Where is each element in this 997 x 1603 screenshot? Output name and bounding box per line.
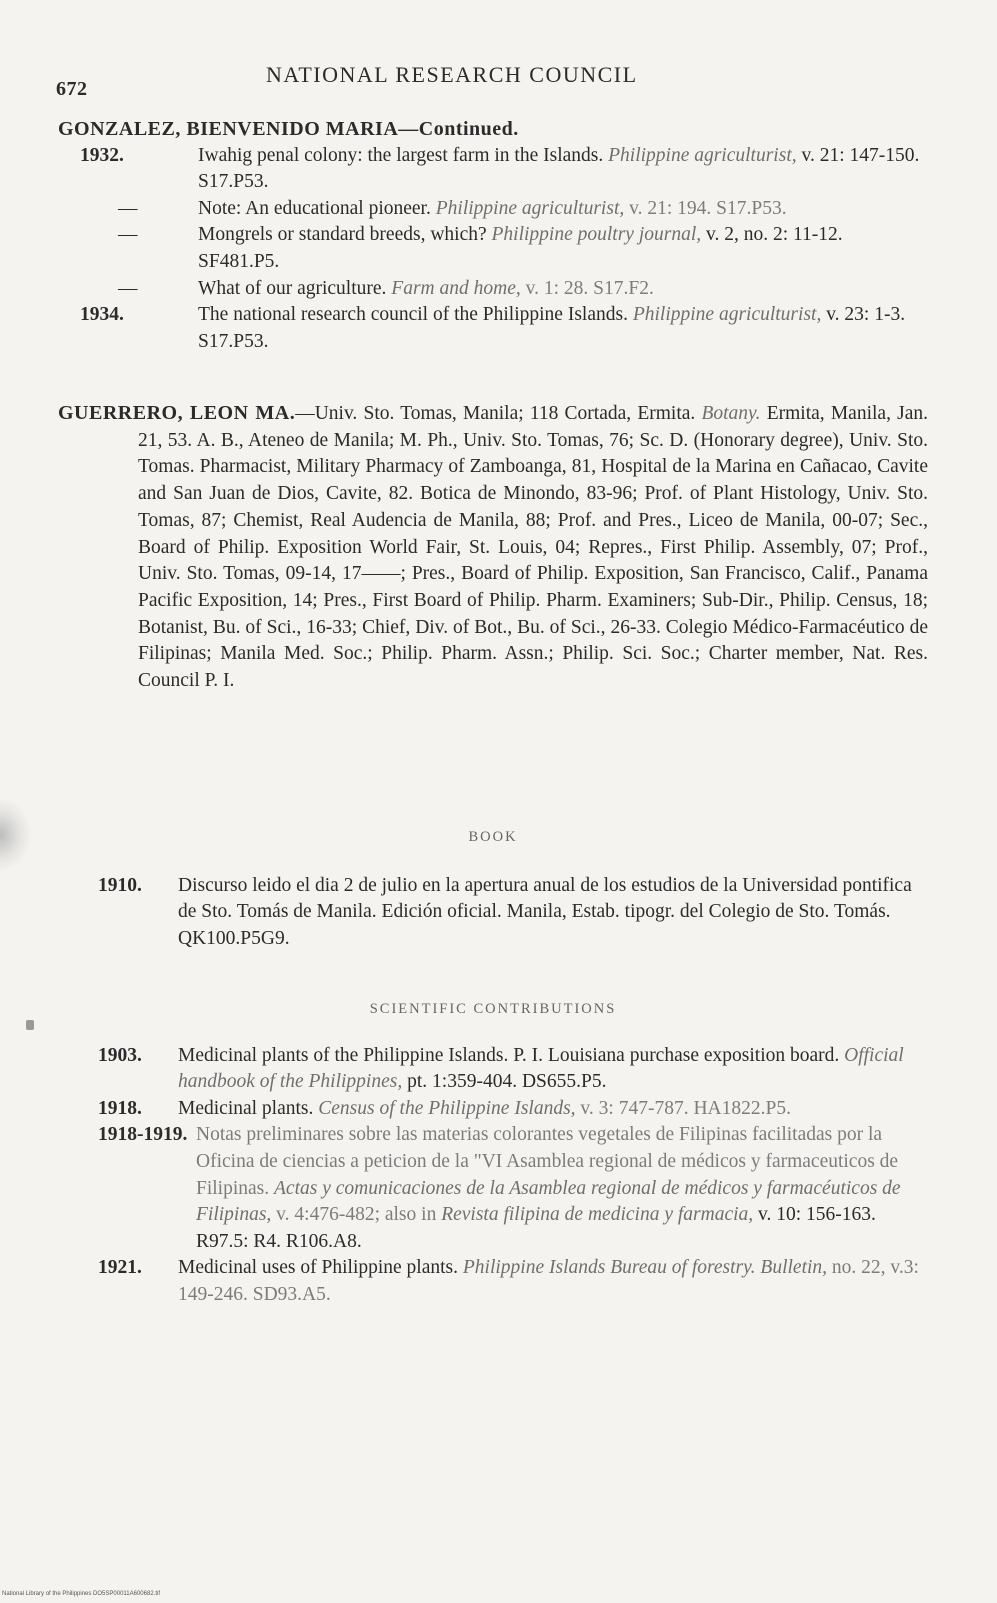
running-head: NATIONAL RESEARCH COUNCIL: [266, 62, 638, 87]
gonzalez-entry-5: 1934. The national research council of the Philippine Islands. Philippine agriculturist, v. 23: 1-3. S17.P53.: [80, 304, 906, 352]
gonzalez-entry-4: —What of our agriculture. Farm and home, v. 1: 28. S17.F2.: [80, 276, 928, 303]
book-entry-1: 1910. Discurso leido el dia 2 de julio en la apertura anual de los estudios de la Universidad pontifica de Sto. Tomás de Manila. Edición oficial. Manila, Estab. tipogr. del Colegio de Sto. Tomás. QK100.P5G9.: [98, 874, 912, 949]
scan-smudge: [0, 800, 30, 870]
contributions-section: [58, 996, 928, 1309]
contributions-heading: SCIENTIFIC CONTRIBUTIONS: [369, 1001, 617, 1017]
contribution-entry-1: 1903. Medicinal plants of the Philippine Islands. P. I. Louisiana purchase exposition board. Official handbook of the Philippines, pt. 1:359-404. DS655.P5.: [98, 1044, 904, 1093]
guerrero-name: GUERRERO, LEON MA.: [58, 402, 296, 424]
guerrero-block: [58, 400, 928, 695]
page-header: [56, 62, 936, 102]
gonzalez-heading: GONZALEZ, BIENVENIDO MARIA—Continued.: [58, 118, 519, 140]
gonzalez-entry-3: —Mongrels or standard breeds, which? Philippine poultry journal, v. 2, no. 2: 11-12. SF481.P5.: [80, 222, 928, 275]
contribution-entry-3: 1918-1919. Notas preliminares sobre las materias colorantes vegetales de Filipinas facilitadas por la Oficina de ciencias a peticion de la "VI Asamblea regional de médicos y farmaceuticos de Filipinas. Actas y comunicaciones de la Asamblea regional de médicos y farmacéuticos de Filipinas, v. 4:476-482; also in Revista filipina de medicina y farmacia, v. 10: 156-163. R97.5: R4. R106.A8.: [98, 1124, 901, 1252]
book-heading: BOOK: [468, 829, 518, 845]
scan-mark: [26, 1020, 34, 1030]
gonzalez-entry-1: 1932. Iwahig penal colony: the largest farm in the Islands. Philippine agriculturist, v. 21: 147-150. S17.P53.: [80, 144, 920, 193]
guerrero-bio: GUERRERO, LEON MA.—Univ. Sto. Tomas, Manila; 118 Cortada, Ermita. Botany. Ermita, Manila, Jan. 21, 53. A. B., Ateneo de Manila; M. Ph., Univ. Sto. Tomas, 76; Sc. D. (Honorary degree), Univ. Sto. Tomas. Pharmacist, Military Pharmacy of Zamboanga, 81, Hospital de la Marina en Cañacao, Cavite and San Juan de Dios, Cavite, 82. Botica de Minondo, 83-96; Prof. of Plant Histology, Univ. Sto. Tomas, 87; Chemist, Real Audencia de Manila, 88; Prof. and Pres., Liceo de Manila, 00-07; Sec., Board of Philip. Exposition World Fair, St. Louis, 04; Repres., First Philip. Assembly, 07; Prof., Univ. Sto. Tomas, 09-14, 17——; Pres., Board of Philip. Exposition, San Francisco, Calif., Panama Pacific Exposition, 14; Pres., First Board of Philip. Pharm. Examiners; Sub-Dir., Philip. Census, 18; Botanist, Bu. of Sci., 16-33; Chief, Div. of Bot., Bu. of Sci., 26-33. Colegio Médico-Farmacéutico de Filipinas; Manila Med. Soc.; Philip. Pharm. Assn.; Philip. Sci. Soc.; Charter member, Nat. Res. Council P. I.: [58, 402, 928, 692]
book-section: [58, 824, 928, 952]
contribution-entry-4: 1921. Medicinal uses of Philippine plants. Philippine Islands Bureau of forestry. Bulletin, no. 22, v.3: 149-246. SD93.A5.: [98, 1257, 919, 1305]
gonzalez-entry-2: —Note: An educational pioneer. Philippine agriculturist, v. 21: 194. S17.P53.: [80, 196, 928, 223]
page-number: 672: [56, 78, 88, 100]
scan-footer: National Library of the Philippines DO5SP00011A600682.tif: [2, 1591, 160, 1597]
gonzalez-block: [58, 116, 928, 355]
contribution-entry-2: 1918. Medicinal plants. Census of the Philippine Islands, v. 3: 747-787. HA1822.P5.: [98, 1097, 791, 1119]
